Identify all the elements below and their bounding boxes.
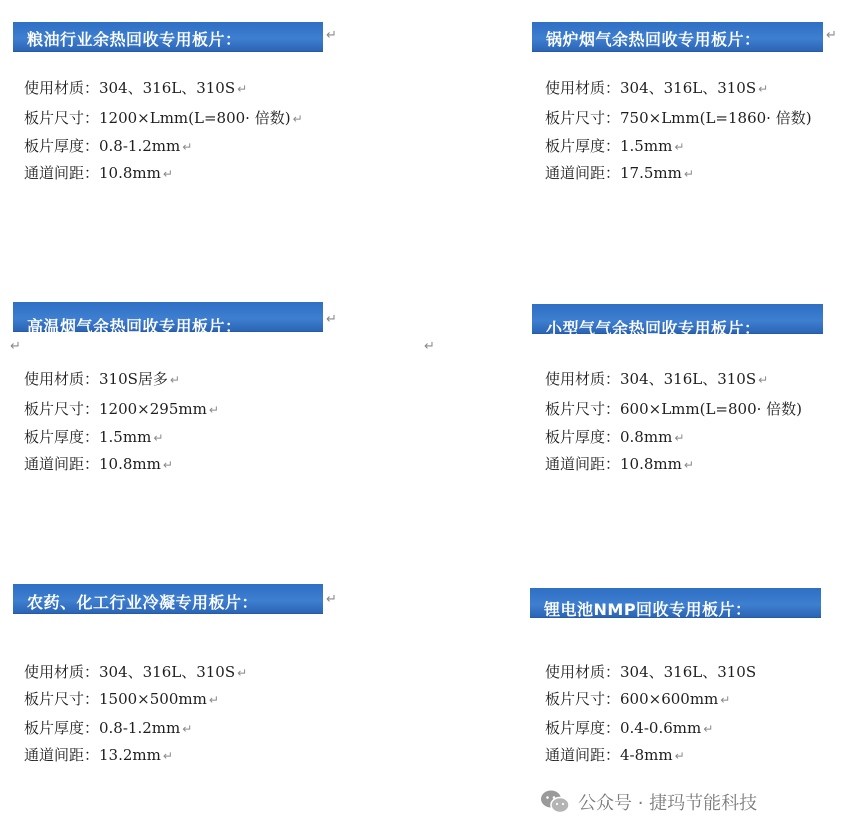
paragraph-mark: ↵ bbox=[326, 312, 337, 327]
spec-material-3: 使用材质：310S居多 ↵ bbox=[24, 370, 180, 388]
spec-thickness-5: 板片厚度：0.8-1.2mm ↵ bbox=[24, 719, 193, 737]
section-title-6: 锂电池NMP回收专用板片： bbox=[544, 600, 752, 619]
spec-gap-6: 通道间距：4-8mm ↵ bbox=[545, 746, 685, 764]
spec-size-4: 板片尺寸：600×Lmm(L=800· 倍数) bbox=[545, 400, 803, 418]
spec-material-1: 使用材质：304、316L、310S ↵ bbox=[24, 79, 248, 97]
spec-gap-3: 通道间距：10.8mm ↵ bbox=[24, 455, 173, 473]
paragraph-mark: ↵ bbox=[326, 592, 337, 607]
section-header-6 bbox=[530, 588, 821, 618]
spec-size-5: 板片尺寸：1500×500mm ↵ bbox=[24, 690, 219, 708]
section-title-2: 锅炉烟气余热回收专用板片： bbox=[546, 30, 761, 49]
spec-size-6: 板片尺寸：600×600mm ↵ bbox=[545, 690, 731, 708]
wechat-icon bbox=[540, 789, 570, 815]
section-title-1: 粮油行业余热回收专用板片： bbox=[27, 30, 242, 49]
spec-gap-1: 通道间距：10.8mm ↵ bbox=[24, 164, 173, 182]
section-title-5: 农药、化工行业冷凝专用板片： bbox=[27, 593, 259, 612]
section-header-5 bbox=[13, 584, 323, 614]
spec-thickness-4: 板片厚度：0.8mm ↵ bbox=[545, 428, 685, 446]
spec-material-2: 使用材质：304、316L、310S ↵ bbox=[545, 79, 769, 97]
spec-thickness-6: 板片厚度：0.4-0.6mm ↵ bbox=[545, 719, 714, 737]
spec-gap-2: 通道间距：17.5mm ↵ bbox=[545, 164, 694, 182]
spec-material-5: 使用材质：304、316L、310S ↵ bbox=[24, 663, 248, 681]
spec-size-1: 板片尺寸：1200×Lmm(L=800· 倍数) ↵ bbox=[24, 109, 303, 127]
paragraph-mark: ↵ bbox=[424, 339, 435, 354]
spec-thickness-1: 板片厚度：0.8-1.2mm ↵ bbox=[24, 137, 193, 155]
spec-gap-5: 通道间距：13.2mm ↵ bbox=[24, 746, 173, 764]
spec-thickness-3: 板片厚度：1.5mm ↵ bbox=[24, 428, 164, 446]
section-header-2 bbox=[532, 22, 823, 52]
spec-size-2: 板片尺寸：750×Lmm(L=1860· 倍数) bbox=[545, 109, 812, 127]
section-title-4: 小型气气余热回收专用板片： bbox=[546, 319, 761, 338]
spec-thickness-2: 板片厚度：1.5mm ↵ bbox=[545, 137, 685, 155]
section-header-1 bbox=[13, 22, 323, 52]
section-header-3 bbox=[13, 302, 323, 336]
footer-watermark bbox=[540, 788, 757, 816]
spec-material-6: 使用材质：304、316L、310S bbox=[545, 663, 757, 681]
paragraph-mark: ↵ bbox=[10, 339, 21, 354]
paragraph-mark: ↵ bbox=[826, 28, 837, 43]
paragraph-mark: ↵ bbox=[326, 28, 337, 43]
spec-gap-4: 通道间距：10.8mm ↵ bbox=[545, 455, 694, 473]
spec-material-4: 使用材质：304、316L、310S ↵ bbox=[545, 370, 769, 388]
spec-size-3: 板片尺寸：1200×295mm ↵ bbox=[24, 400, 219, 418]
footer-text: 公众号 · 捷玛节能科技 bbox=[578, 793, 758, 814]
section-title-3: 高温烟气余热回收专用板片： bbox=[27, 317, 242, 336]
section-header-4 bbox=[532, 304, 823, 338]
